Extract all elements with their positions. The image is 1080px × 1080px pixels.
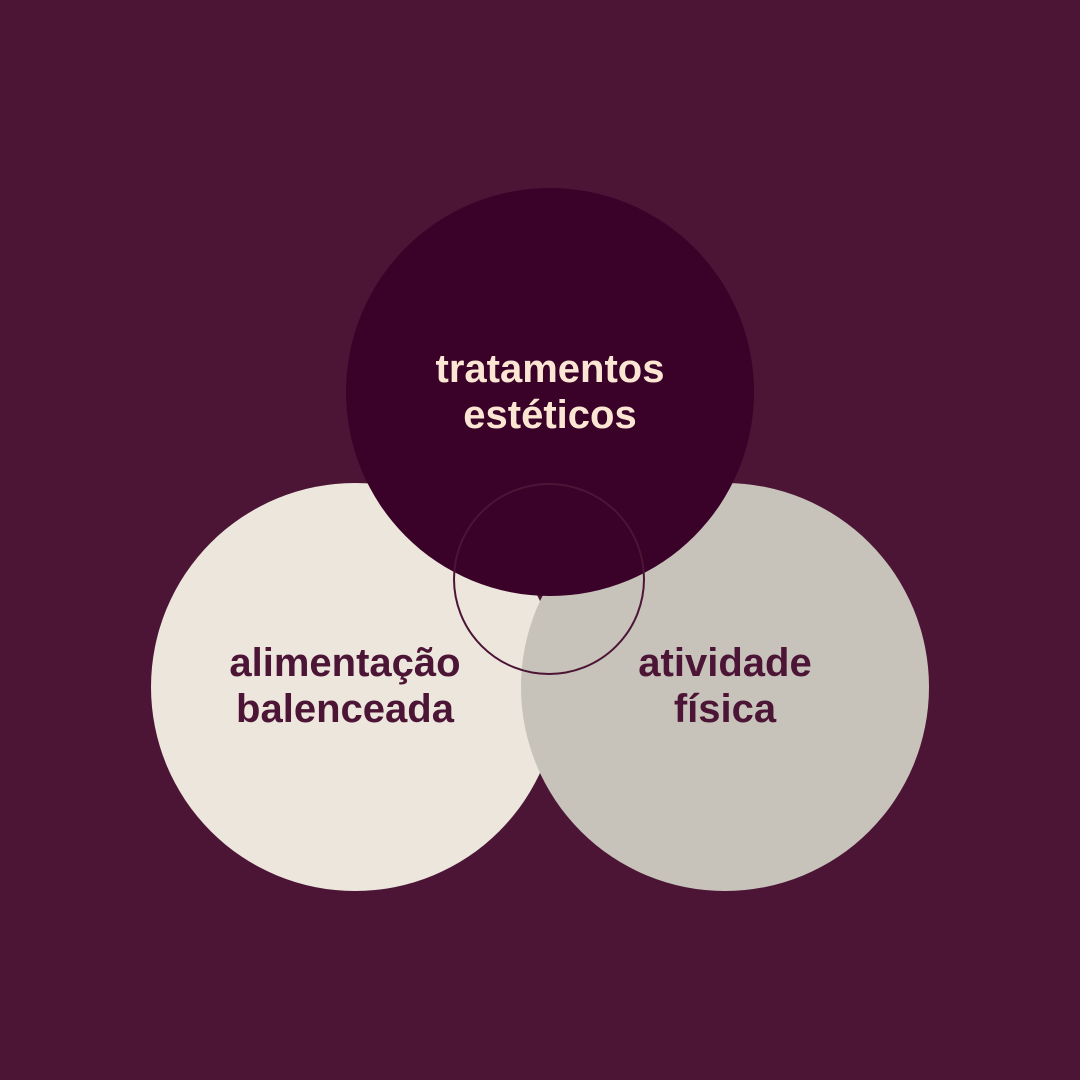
label-top-line1: tratamentos [435,347,665,391]
label-atividade-fisica [545,640,905,732]
label-alimentacao-balenceada [155,640,535,732]
label-right-line1: atividade [638,641,812,685]
label-top-line2: estéticos [463,393,637,437]
label-tratamentos-esteticos [350,346,750,438]
label-right-line2: física [673,687,777,731]
label-left-line1: alimentação [229,641,461,685]
label-left-line2: balenceada [236,687,454,731]
